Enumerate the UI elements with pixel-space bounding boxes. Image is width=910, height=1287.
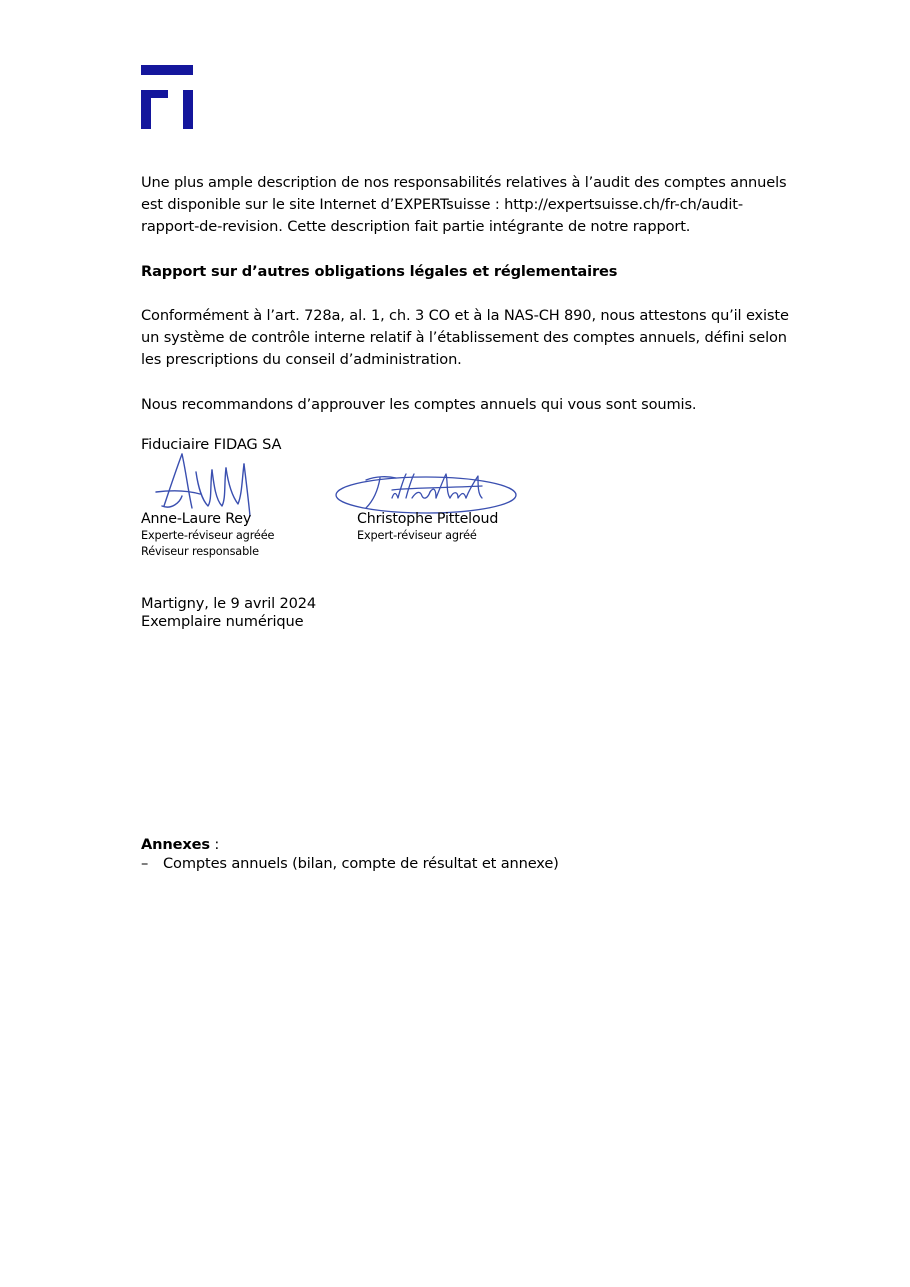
- bullet-dash: –: [141, 854, 149, 872]
- signatory-1-role-1: Experte-réviseur agréée: [141, 529, 275, 542]
- signatory-2-role-1: Expert-réviseur agréé: [357, 529, 477, 542]
- fidag-logo: [141, 65, 193, 129]
- recommendation-paragraph: Nous recommandons d’approuver les comptes annuels qui vous sont soumis.: [141, 396, 697, 413]
- annexes-title: Annexes: [141, 836, 210, 853]
- responsibilities-paragraph: Une plus ample description de nos responsabilités relatives à l’audit des comptes annuels est disponible sur le site Internet d’EXPERTsuisse : http://expertsuisse.ch/fr-ch/audit-rapport-de-revision. Cette description fait partie intégrante de notre rapport.: [141, 174, 787, 235]
- internal-control-paragraph: Conformément à l’art. 728a, al. 1, ch. 3 CO et à la NAS-CH 890, nous attestons qu’il existe un système de contrôle interne relatif à l’établissement des comptes annuels, défini selon les prescriptions du conseil d’administration.: [141, 307, 789, 368]
- firm-name: Fiduciaire FIDAG SA: [141, 436, 282, 453]
- section-heading: Rapport sur d’autres obligations légales et réglementaires: [141, 263, 618, 280]
- signatory-1: [141, 510, 274, 559]
- annex-item-text: Comptes annuels (bilan, compte de résultat et annexe): [163, 854, 559, 872]
- list-item: [141, 855, 559, 874]
- signatory-2-name: Christophe Pitteloud: [357, 511, 499, 527]
- signatory-1-role-2: Réviseur responsable: [141, 544, 259, 558]
- place-date: Martigny, le 9 avril 2024: [141, 595, 317, 612]
- annexes-block: [141, 836, 559, 873]
- copy-note: Exemplaire numérique: [141, 613, 304, 630]
- annexes-title-suffix: :: [209, 836, 220, 853]
- annexes-title-line: [141, 836, 559, 855]
- signatory-1-name: Anne-Laure Rey: [141, 511, 252, 527]
- signatory-2: [357, 510, 498, 544]
- place-date-block: [141, 595, 316, 631]
